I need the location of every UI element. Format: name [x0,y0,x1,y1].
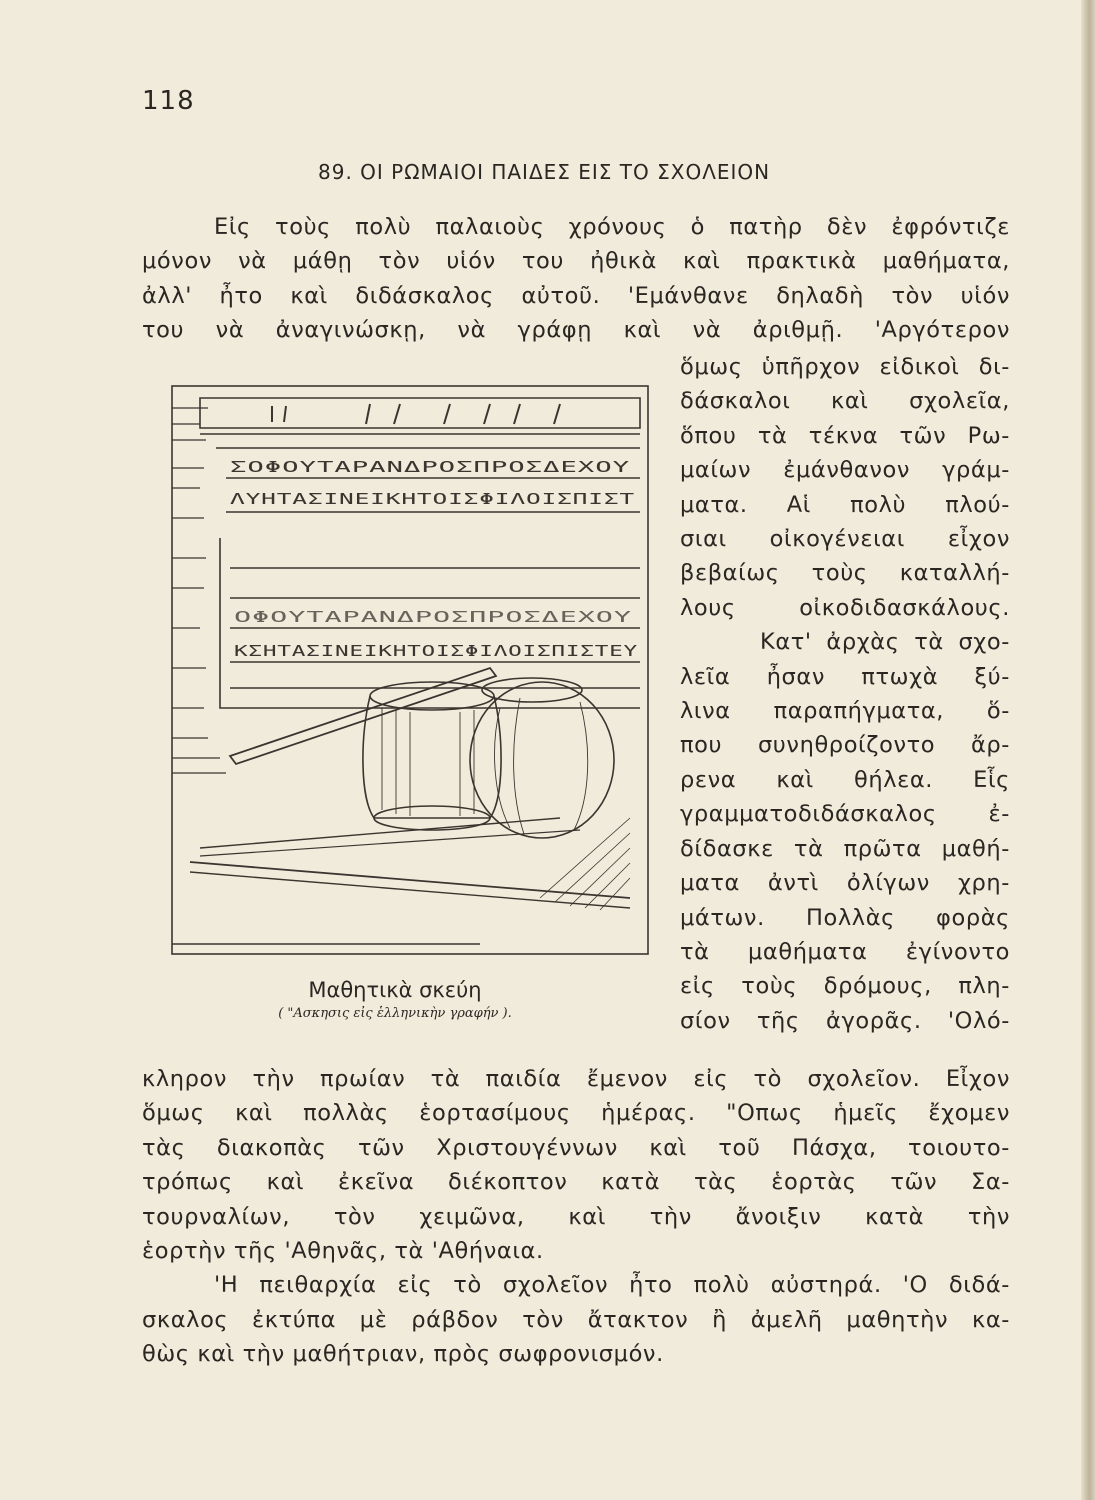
text-line: ματα. Αἱ πολὺ πλού- [680,491,1010,518]
bottom-paragraphs [142,1062,1010,1372]
tablet-inscription-2: ΛΥΗΤΑΣΙΝΕΙΚΗΤΟΙΣΦΙΛΟΙΣΠΙΣΤ [230,490,635,508]
page-number: 118 [142,86,195,116]
text-line: ὅμως ὑπῆρχον εἰδικοὶ δι- [680,354,1010,380]
text-line: ἀλλ' ἦτο καὶ διδάσκαλος αὐτοῦ. 'Εμάνθανε δηλαδὴ τὸν υἱόν [142,282,1010,309]
text-line: λινα παραπήγματα, ὅ- [680,698,1010,725]
text-line: που συνηθροίζοντο ἄρ- [680,732,1010,759]
page-edge-shadow [1081,0,1095,1500]
text-line: ὅμως καὶ πολλὰς ἑορτασίμους ἡμέρας. "Οπως ἡμεῖς ἔχομεν [142,1100,1010,1127]
text-line: ὅπου τὰ τέκνα τῶν Ρω- [680,422,1010,449]
caption-title: Μαθητικὰ σκεύη [308,978,482,1002]
tablet-inscription-1: ΣΟΦΟΥΤΑΡΑΝΔΡΟΣΠΡΟΣΔΕΧΟΥ [230,458,630,476]
text-line: τὰ μαθήματα ἐγίνοντο [680,938,1010,965]
text-line: δίδασκε τὰ πρῶτα μαθή- [680,835,1010,862]
top-paragraph [142,210,1010,348]
right-column-text [680,350,1010,1038]
text-line: Κατ' ἀρχὰς τὰ σχο- [760,629,1010,656]
text-line: σκαλος ἐκτύπα μὲ ράβδον τὸν ἄτακτον ἢ ἀμελῆ μαθητὴν κα- [142,1306,1010,1333]
text-line: τουρναλίων, τὸν χειμῶνα, καὶ τὴν ἄνοιξιν κατὰ τὴν [142,1203,1010,1230]
text-line: Εἰς τοὺς πολὺ παλαιοὺς χρόνους ὁ πατὴρ δὲν ἐφρόντιζε [214,214,1010,240]
tablet-inscription-4: ΚΣΗΤΑΣΙΝΕΙΚΗΤΟΙΣΦΙΛΟΙΣΠΙΣΤΕΥ [234,642,638,660]
text-line: τὰς διακοπὰς τῶν Χριστουγέννων καὶ τοῦ Πάσχα, τοιουτο- [142,1134,1010,1161]
text-line: κληρον τὴν πρωίαν τὰ παιδία ἔμενον εἰς τὸ σχολεῖον. Εἶχον [142,1066,1010,1092]
illustration-drawing [160,378,652,958]
text-line: τρόπως καὶ ἐκεῖνα διέκοπτον κατὰ τὰς ἑορτὰς τῶν Σα- [142,1169,1010,1196]
text-line: μάτων. Πολλὰς φορὰς [680,904,1010,931]
text-line: μαίων ἐμάνθανον γράμ- [680,457,1010,484]
text-line: εἰς τοὺς δρόμους, πλη- [680,973,1010,1000]
text-line: ἑορτὴν τῆς 'Αθηνᾶς, τὰ 'Αθήναια. [142,1238,544,1265]
writing-tools-illustration [160,378,652,958]
tablet-inscription-3: ΟΦΟΥΤΑΡΑΝΔΡΟΣΠΡΟΣΔΕΧΟΥ [234,608,632,626]
text-line: μόνον νὰ μάθῃ τὸν υἱόν του ἠθικὰ καὶ πρακτικὰ μαθήματα, [142,248,1010,275]
text-line: λεῖα ἦσαν πτωχὰ ξύ- [680,663,1010,690]
text-line: ρενα καὶ θήλεα. Εἷς [680,766,1010,793]
caption-source: ( "Ασκησις εἰς ἑλληνικὴν γραφήν ). [278,1006,512,1021]
text-line: 'Η πειθαρχία εἰς τὸ σχολεῖον ἦτο πολὺ αὐστηρά. 'Ο διδά- [214,1272,1010,1299]
text-line: ματα ἀντὶ ὀλίγων χρη- [680,870,1010,897]
text-line: σίον τῆς ἀγορᾶς. 'Ολό- [680,1007,1010,1034]
text-line: λους οἰκοδιδασκάλους. [680,594,1010,621]
figure-caption [200,978,590,1021]
chapter-title: 89. ΟΙ ΡΩΜΑΙΟΙ ΠΑΙΔΕΣ ΕΙΣ ΤΟ ΣΧΟΛΕΙΟΝ [318,160,771,184]
text-line: γραμματοδιδάσκαλος ἐ- [680,801,1010,828]
text-line: θὼς καὶ τὴν μαθήτριαν, πρὸς σωφρονισμόν. [142,1341,664,1368]
text-line: δάσκαλοι καὶ σχολεῖα, [680,388,1010,415]
text-line: του νὰ ἀναγινώσκῃ, νὰ γράφῃ καὶ νὰ ἀριθμῇ. 'Αργότερον [142,317,1010,344]
text-line: βεβαίως τοὺς καταλλή- [680,560,1010,587]
text-line: σιαι οἰκογένειαι εἶχον [680,526,1010,553]
